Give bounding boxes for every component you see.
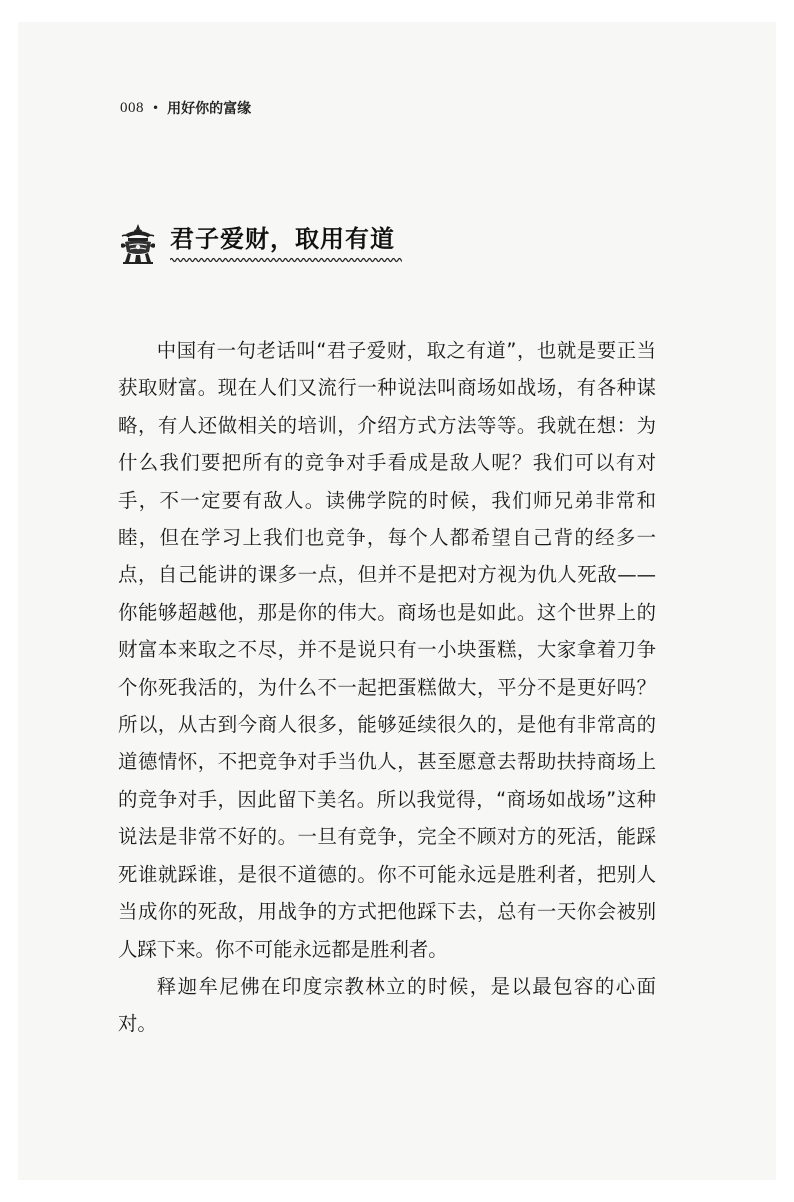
incense-burner-icon	[118, 222, 158, 266]
section-title: 君子爱财，取用有道	[170, 225, 395, 253]
book-title: 用好你的富缘	[167, 101, 252, 117]
running-head	[120, 98, 251, 118]
paragraph-1: 中国有一句老话叫“君子爱财，取之有道”，也就是要正当获取财富。现在人们又流行一种说法叫商场如战场，有各种谋略，有人还做相关的培训，介绍方式方法等等。我就在想：为什么我们要把所有的竞争对手看成是敌人呢？我们可以有对手，不一定要有敌人。读佛学院的时候，我们师兄弟非常和睦，但在学习上我们也竞争，每个人都希望自己背的经多一点，自己能讲的课多一点，但并不是把对方视为仇人死敌——你能够超越他，那是你的伟大。商场也是如此。这个世界上的财富本来取之不尽，并不是说只有一小块蛋糕，大家拿着刀争个你死我活的，为什么不一起把蛋糕做大，平分不是更好吗？所以，从古到今商人很多，能够延续很久的，是他有非常高的道德情怀，不把竞争对手当仇人，甚至愿意去帮助扶持商场上的竞争对手，因此留下美名。所以我觉得，“商场如战场”这种说法是非常不好的。一旦有竞争，完全不顾对方的死活，能踩死谁就踩谁，是很不道德的。你不可能永远是胜利者，把别人当成你的死敌，用战争的方式把他踩下去，总有一天你会被别人踩下来。你不可能永远都是胜利者。	[118, 339, 656, 961]
bullet-separator: •	[152, 101, 160, 115]
wavy-underline	[170, 256, 402, 264]
page-number: 008	[120, 99, 144, 116]
body-text	[118, 332, 656, 1043]
section-heading	[118, 222, 402, 266]
paragraph-2: 释迦牟尼佛在印度宗教林立的时候，是以最包容的心面对。	[118, 974, 656, 1036]
